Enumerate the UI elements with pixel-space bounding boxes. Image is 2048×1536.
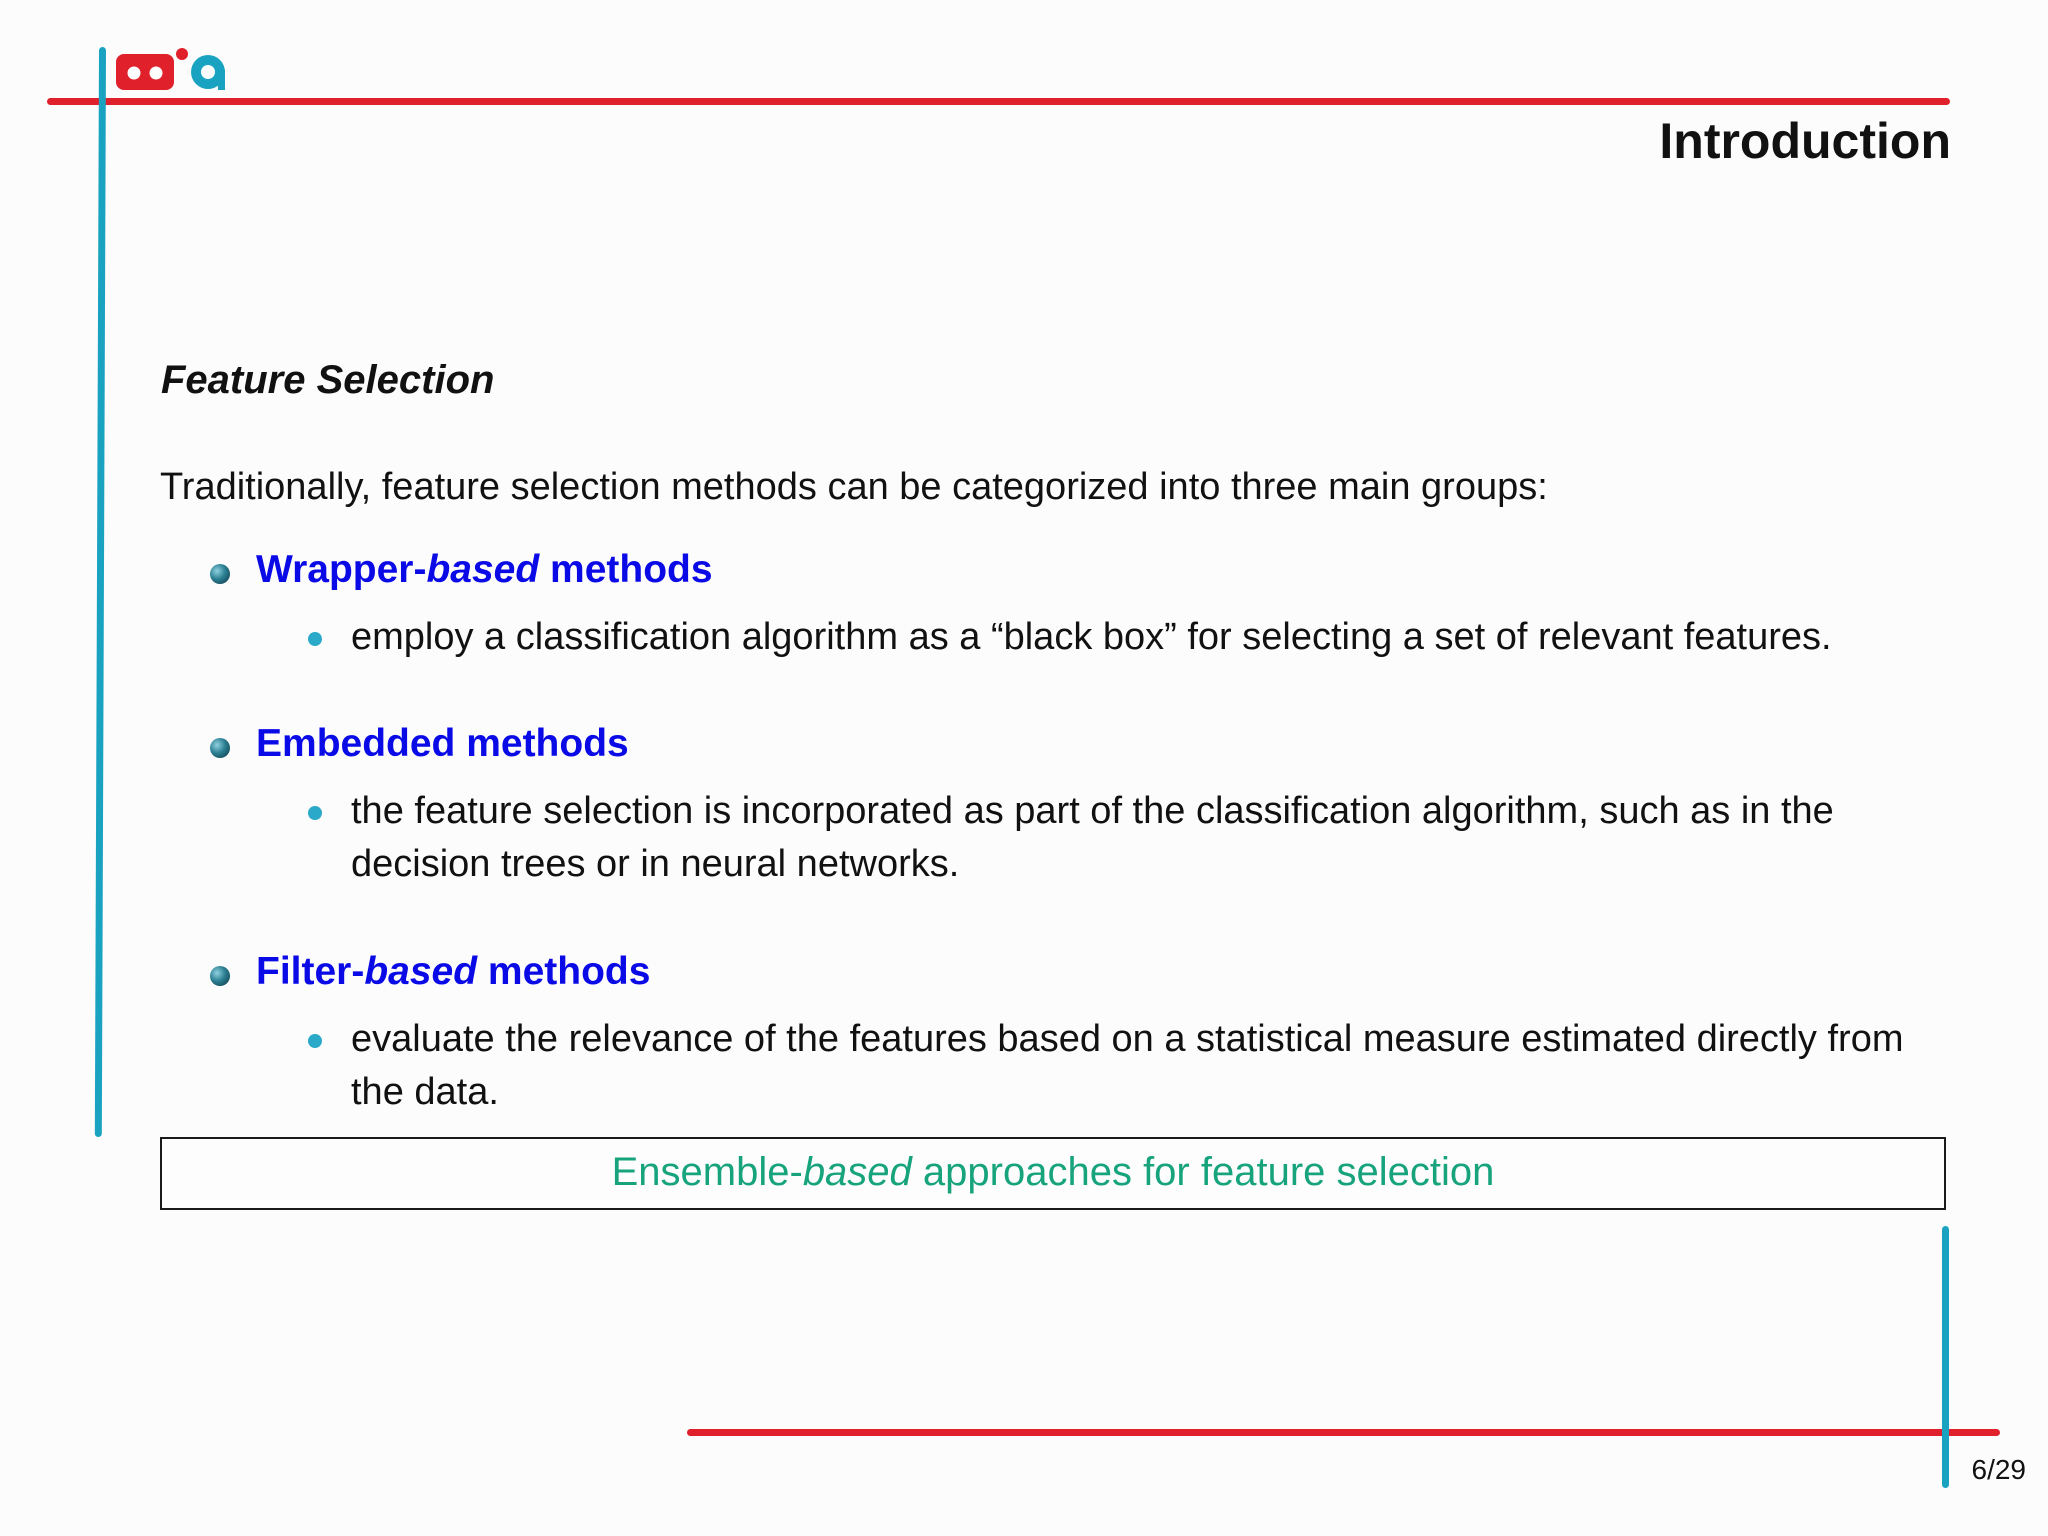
section-title: Feature Selection — [161, 358, 495, 402]
summary-emphasis: based — [802, 1150, 912, 1194]
top-red-rule — [47, 98, 1950, 105]
method-heading-embedded — [256, 722, 629, 766]
dot-bullet-icon — [308, 806, 322, 820]
heading-emphasis: based — [426, 548, 540, 591]
intro-text: Traditionally, feature selection methods can be categorized into three main groups: — [160, 466, 1548, 508]
institution-logo-icon — [112, 46, 230, 94]
method-description-filter: evaluate the relevance of the features based on a statistical measure estimated directly from the data. — [351, 1018, 1904, 1113]
dot-bullet-icon — [308, 632, 322, 646]
summary-prefix: Ensemble- — [611, 1150, 803, 1194]
method-heading-filter — [256, 950, 650, 994]
method-heading-wrapper — [256, 548, 713, 592]
right-blue-rule — [1942, 1226, 1949, 1488]
heading-prefix: Embedded methods — [256, 722, 629, 765]
heading-prefix: Wrapper- — [256, 548, 427, 591]
heading-suffix: methods — [477, 950, 651, 993]
heading-emphasis: based — [364, 950, 478, 993]
method-description-embedded: the feature selection is incorporated as part of the classification algorithm, such as in the decision trees or in neural networks. — [351, 790, 1834, 885]
sphere-bullet-icon — [210, 966, 230, 986]
heading-prefix: Filter- — [256, 950, 365, 993]
summary-suffix: approaches for feature selection — [911, 1150, 1495, 1194]
method-description-wrapper: employ a classification algorithm as a “black box” for selecting a set of relevant features. — [351, 616, 1832, 658]
slide-title: Introduction — [1659, 113, 1951, 169]
bottom-red-rule — [687, 1429, 2000, 1436]
sphere-bullet-icon — [210, 564, 230, 584]
sphere-bullet-icon — [210, 738, 230, 758]
dot-bullet-icon — [308, 1034, 322, 1048]
left-blue-rule — [95, 47, 106, 1137]
page-number: 6/29 — [1971, 1454, 2026, 1485]
heading-suffix: methods — [539, 548, 713, 591]
summary-box — [160, 1137, 1946, 1210]
